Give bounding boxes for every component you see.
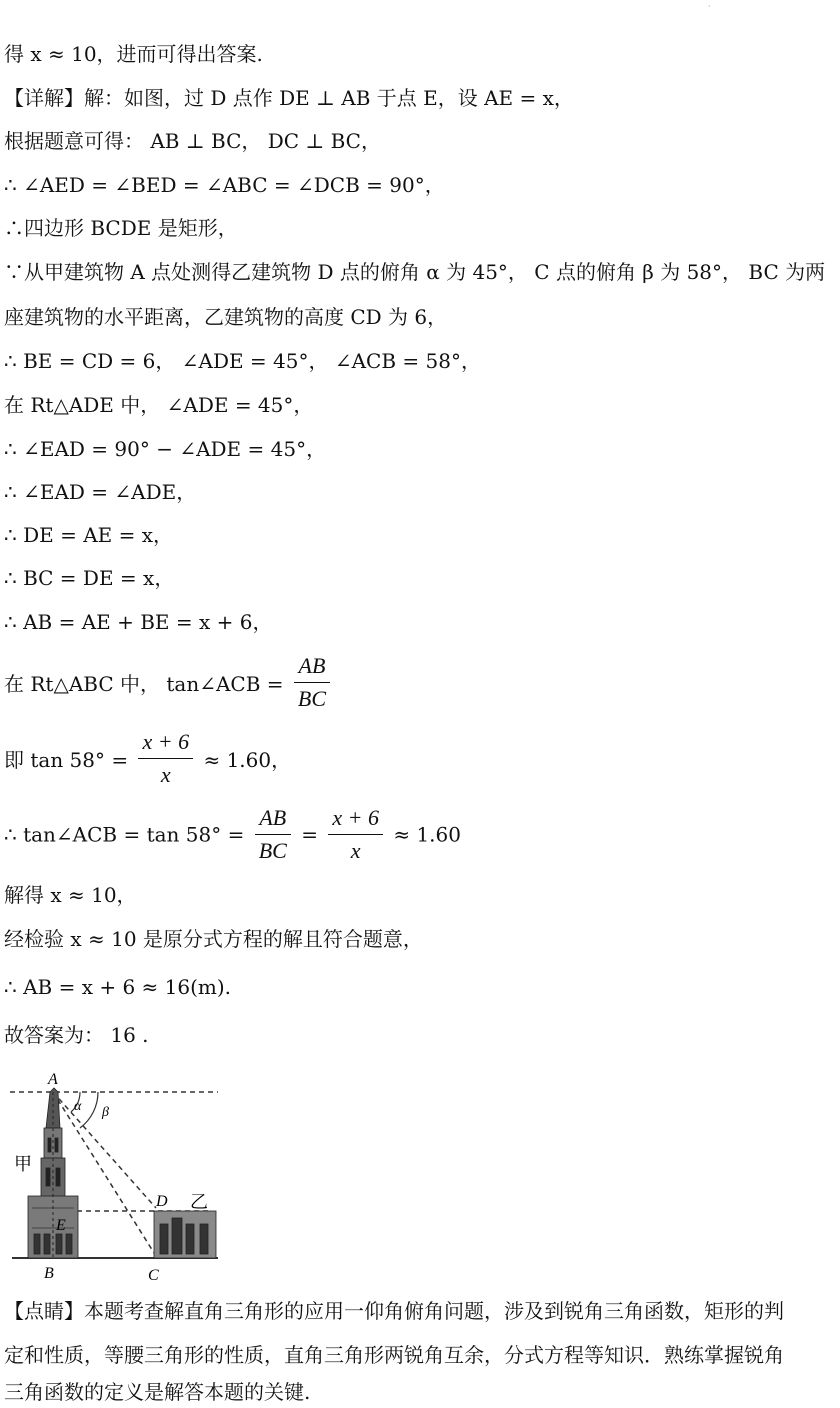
solution-line-10: ∴ ∠EAD = 90° − ∠ADE = 45°， [4, 437, 327, 461]
solution-line-9: 在 Rt△ADE 中， ∠ADE = 45°， [4, 393, 314, 417]
label-e: E [56, 1217, 66, 1234]
label-b: B [44, 1265, 54, 1282]
solution-line-check: 经检验 x ≈ 10 是原分式方程的解且符合题意， [4, 927, 423, 951]
fraction-numerator: AB [255, 804, 291, 835]
fraction-denominator: x [160, 762, 171, 787]
tan-acb-prefix: 在 Rt△ABC 中， tan∠ACB = [4, 672, 284, 696]
tan-chain-prefix: ∴ tan∠ACB = tan 58° = [4, 822, 245, 847]
solution-line-14: ∴ AB = AE + BE = x + 6， [4, 610, 273, 634]
building-yi [154, 1211, 216, 1258]
tan58-prefix: 即 tan 58° = [4, 748, 129, 772]
solution-line-13: ∴ BC = DE = x， [4, 566, 175, 590]
tan58-line [4, 728, 291, 789]
corner-mark: · [708, 2, 711, 11]
solution-line-11: ∴ ∠EAD = ∠ADE， [4, 480, 197, 504]
building-diagram-svg [8, 1068, 228, 1286]
solution-line-2: 【详解】解：如图，过 D 点作 DE ⊥ AB 于点 E，设 AE = x， [4, 86, 574, 110]
solution-line-solve: 解得 x ≈ 10， [4, 883, 137, 907]
answer-line: 故答案为： 16 . [4, 1023, 149, 1047]
tan-acb-line [4, 652, 334, 713]
label-c: C [148, 1267, 159, 1284]
tan58-suffix: ≈ 1.60， [203, 748, 292, 772]
solution-line-8: ∴ BE = CD = 6， ∠ADE = 45°， ∠ACB = 58°， [4, 349, 481, 373]
solution-line-3: 根据题意可得： AB ⊥ BC， DC ⊥ BC， [4, 129, 381, 153]
beta-arc [80, 1092, 98, 1128]
label-alpha: α [74, 1099, 82, 1114]
fraction-numerator: x + 6 [138, 728, 193, 759]
comment-line-3: 三角函数的定义是解答本题的关键. [4, 1380, 311, 1404]
comment-line-1: 【点睛】本题考查解直角三角形的应用一仰角俯角问题，涉及到锐角三角函数，矩形的判 [4, 1299, 784, 1323]
fraction-x6-x [328, 804, 383, 865]
fraction-numerator: AB [294, 652, 330, 683]
solution-line-5: ∴四边形 BCDE 是矩形， [4, 216, 238, 240]
building-diagram [8, 1068, 228, 1286]
solution-line-6: ∵从甲建筑物 A 点处测得乙建筑物 D 点的俯角 α 为 45°， C 点的俯角 β 为 58°， BC 为两 [4, 260, 826, 284]
solution-line-ab: ∴ AB = x + 6 ≈ 16(m). [4, 975, 232, 999]
solution-line-7: 座建筑物的水平距离，乙建筑物的高度 CD 为 6， [4, 305, 448, 329]
label-d: D [156, 1193, 168, 1210]
fraction-ab-bc [255, 804, 291, 865]
equals-sign: = [301, 822, 318, 847]
solution-line-12: ∴ DE = AE = x， [4, 523, 173, 547]
comment-line-2: 定和性质，等腰三角形的性质，直角三角形两锐角互余，分式方程等知识．熟练掌握锐角 [4, 1343, 784, 1367]
fraction-denominator: BC [258, 838, 287, 863]
label-beta: β [102, 1105, 109, 1120]
label-a: A [48, 1071, 58, 1088]
fraction-denominator: x [350, 838, 361, 863]
fraction-x6-x [138, 728, 193, 789]
fraction-numerator: x + 6 [328, 804, 383, 835]
fraction-denominator: BC [297, 686, 327, 711]
label-jia: 甲 [14, 1154, 32, 1175]
tan-chain-suffix: ≈ 1.60 [393, 822, 461, 847]
tan-chain-line [4, 804, 461, 865]
solution-line-4: ∴ ∠AED = ∠BED = ∠ABC = ∠DCB = 90°， [4, 173, 445, 197]
solution-line-1: 得 x ≈ 10，进而可得出答案. [4, 42, 263, 66]
fraction-ab-bc [294, 652, 330, 713]
label-yi: 乙 [190, 1192, 208, 1213]
